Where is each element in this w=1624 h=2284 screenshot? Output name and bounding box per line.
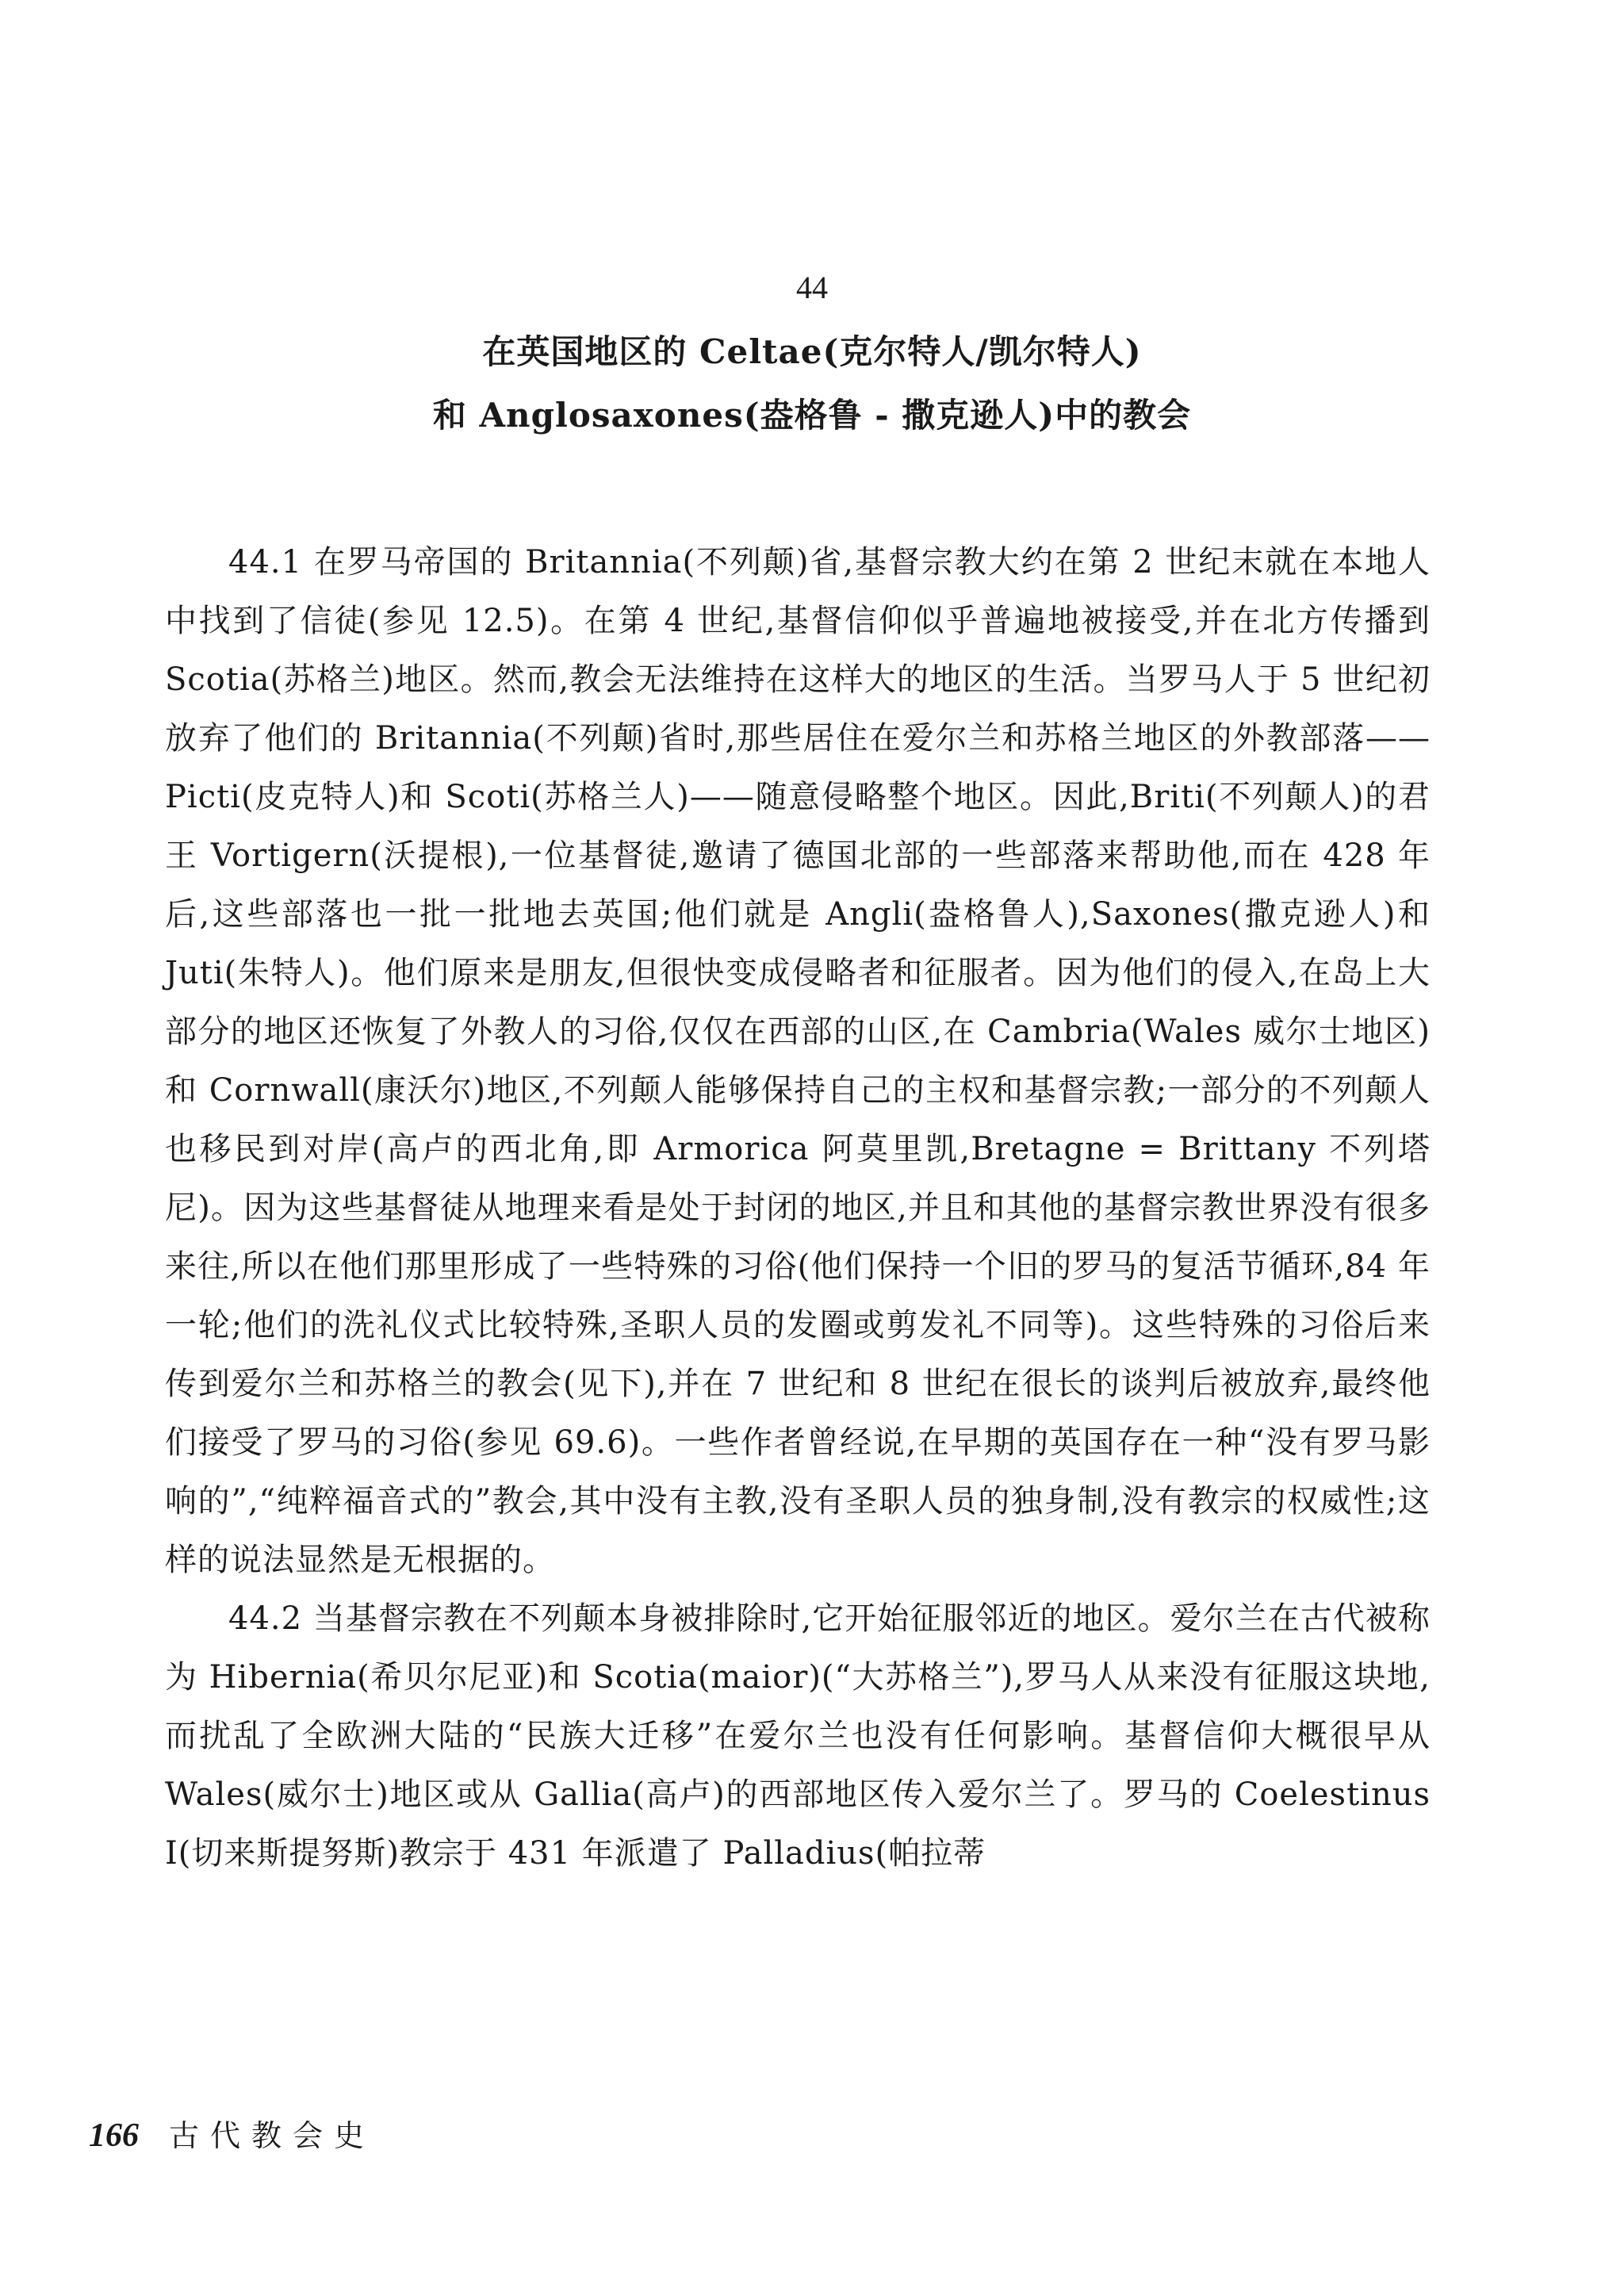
chapter-number: 44: [796, 270, 828, 305]
page-footer: [89, 2111, 375, 2159]
paragraph-44-2: 44.2 当基督宗教在不列颠本身被排除时,它开始征服邻近的地区。爱尔兰在古代被称为 Hibernia(希贝尔尼亚)和 Scotia(maior)(“大苏格兰”),罗马人从来没有征服这块地,而扰乱了全欧洲大陆的“民族大迁移”在爱尔兰也没有任何影响。基督信仰大概很早从 Wales(威尔士)地区或从 Gallia(高卢)的西部地区传入爱尔兰了。罗马的 Coelestinus I(切来斯提努斯)教宗于 431 年派遣了 Palladius(帕拉蒂: [165, 1600, 1431, 1872]
paragraph-44-1: 44.1 在罗马帝国的 Britannia(不列颠)省,基督宗教大约在第 2 世纪末就在本地人中找到了信徒(参见 12.5)。在第 4 世纪,基督信仰似乎普遍地被接受,并在北方传播到 Scotia(苏格兰)地区。然而,教会无法维持在这样大的地区的生活。当罗马人于 5 世纪初放弃了他们的 Britannia(不列颠)省时,那些居住在爱尔兰和苏格兰地区的外教部落——Picti(皮克特人)和 Scoti(苏格兰人)——随意侵略整个地区。因此,Briti(不列颠人)的君王 Vortigern(沃提根),一位基督徒,邀请了德国北部的一些部落来帮助他,而在 428 年后,这些部落也一批一批地去英国;他们就是 Angli(盎格鲁人),Saxones(撒克逊人)和 Juti(朱特人)。他们原来是朋友,但很快变成侵略者和征服者。因为他们的侵入,在岛上大部分的地区还恢复了外教人的习俗,仅仅在西部的山区,在 Cambria(Wales 威尔士地区)和 Cornwall(康沃尔)地区,不列颠人能够保持自己的主权和基督宗教;一部分的不列颠人也移民到对岸(高卢的西北角,即 Armorica 阿莫里凯,Bretagne = Brittany 不列塔尼)。因为这些基督徒从地理来看是处于封闭的地区,并且和其他的基督宗教世界没有很多来往,所以在他们那里形成了一些特殊的习俗(他们保持一个旧的罗马的复活节循环,84 年一轮;他们的洗礼仪式比较特殊,圣职人员的发圈或剪发礼不同等)。这些特殊的习俗后来传到爱尔兰和苏格兰的教会(见下),并在 7 世纪和 8 世纪在很长的谈判后被放弃,最终他们接受了罗马的习俗(参见 69.6)。一些作者曾经说,在早期的英国存在一种“没有罗马影响的”,“纯粹福音式的”教会,其中没有主教,没有圣职人员的独身制,没有教宗的权威性;这样的说法显然是无根据的。: [165, 544, 1431, 1578]
running-title: 古代教会史: [169, 2118, 376, 2153]
chapter-title-line-2: 和 Anglosaxones(盎格鲁 - 撒克逊人)中的教会: [432, 396, 1192, 435]
body-text: [165, 533, 1431, 1883]
page-number: 166: [89, 2117, 139, 2154]
chapter-title-line-1: 在英国地区的 Celtae(克尔特人/凯尔特人): [482, 332, 1142, 371]
